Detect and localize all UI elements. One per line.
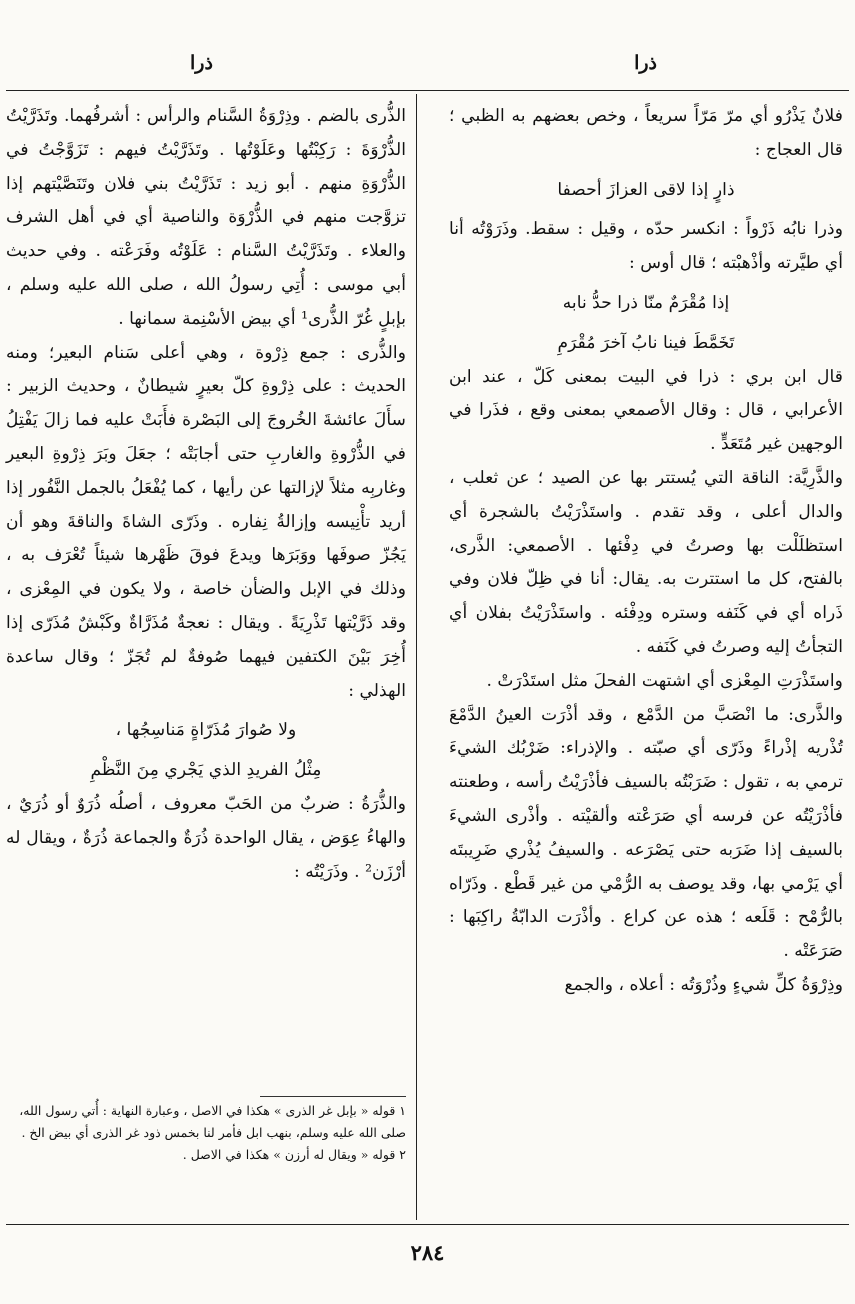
paragraph: فلانٌ يَذْرُو أي مرّ مَرّاً سريعاً ، وخص بعضهم به الظبي ؛ قال العجاج :	[449, 106, 843, 160]
bottom-rule	[6, 1224, 849, 1225]
paragraph: وذِرْوَةُ كلِّ شيءٍ وذُرْوَتُه : أعلاه ، والجمع	[564, 974, 843, 995]
right-running-header: ذرا	[634, 52, 657, 74]
paragraph: والذُّرى : جمع ذِرْوة ، وهي أعلى سَنام البعير؛ ومنه الحديث : على ذِرْوةِ كلّ بعيرٍ شيطانٌ ، وحديث الزبير : سأَلَ عائشةَ الخُروجَ إلى البَصْرة فأَبَتْ عليه فما زالَ يَفْتِلُ في الذُّرْوةِ والغاربِ حتى أجابَتْه ؛ جعَلَ وبَرَ ذِرْوةِ البعير وغاربِه مثلاً لإزالتها عن رأيها ، كما يُفْعَلُ بالجمل النَّفُور إذا أريد تأْنِيسه وإزالةُ نِفاره . وذَرّى الشاةَ والناقةَ وهو أن يَجُزّ صوفَها ووَبَرَها ويدعَ فوقَ ظَهْرها شيئاً تُعْرَف به ، وذلك في الإبل والضأن خاصة ، ولا يكون في المِعْزى ، وقد ذَرَّيْتها تَذْرِيَةً . ويقال : نعجةٌ مُذَرَّاةٌ وكَبْشٌ مُذَرّى إذا أُخِرَ بَيْنَ الكتفين فيهما صُوفةٌ لم تُجَزّ ؛ وقال ساعدة الهذلي :	[6, 342, 406, 701]
column-divider	[416, 94, 417, 1220]
verse-line: ولا صُوارَ مُذَرّاةٍ مَناسِجُها ،	[115, 720, 297, 741]
footnote: ١ قوله « بإبل غر الذرى » هكذا في الاصل ، وعبارة النهاية : أُتي رسول الله، صلى الله عليه وسلم، بنهب ابل فأمر لنا بخمس ذود غر الذرى أي بيض الخ .	[19, 1103, 406, 1140]
top-rule	[6, 90, 849, 91]
footnote: ٢ قوله « ويقال له أرزن » هكذا في الاصل .	[182, 1147, 406, 1162]
paragraph: والذَّرِيَّة: الناقة التي يُستتر بها عن الصيد ؛ عن ثعلب ، والدال أعلى ، وقد تقدم . واستَذْرَيْتُ بالشجرة أي استظلَلْت بها وصرتُ في دِفْئها . الأصمعي: الذَّرى، بالفتح، كل ما استترت به. يقال: أنا في ظِلّ فلان وفي ذَراه أي في كَنَفه وستره ودِفْئه . واستَذْرَيْتُ بفلان أي التجأتُ إليه وصرتُ في كَنَفه .	[449, 467, 843, 657]
paragraph: والذَّرى: ما انْصَبَّ من الدَّمْع ، وقد أذْرَت العينُ الدَّمْعَ تُذْريه إذْراءً وذَرّى أي صبّته . والإذراء: ضَرْبُك الشيءَ ترمي به ، تقول : ضَرَبْتُه بالسيف فأذْرَيْتُ رأسه ، وطعنته فأذْرَيْتُه عن فرسه أي صَرَعْته وألقيْته . وأذْرى الشيءَ بالسيف إذا ضَرَبه حتى يَصْرَعه . والسيفُ يُذْري ضَرِيبتَه أي يَرْمي بها، وقد يوصف به الرُّمْي من غير قَطْع . وذَرّاه بالرُّمْح : قَلَعه ؛ هذه عن كراع . وأذْرَت الدابّةُ راكِبَها : صَرَعَتْه .	[449, 704, 843, 962]
page-number: ٢٨٤	[410, 1240, 445, 1265]
verse-line: مِثْلُ الفريدِ الذي يَجْري مِنَ النَّظْمِ	[90, 760, 322, 781]
footnotes	[6, 1100, 406, 1166]
paragraph: والذُّرَةُ : ضربٌ من الحَبّ معروف ، أصلُه ذُرَوٌ أو ذُرَيٌ ، والهاءُ عِوَض ، يقال الواحدة ذُرَةٌ والجماعة ذُرَةٌ ، ويقال له أرْزَن² . وذَرَيْتُه :	[6, 793, 406, 882]
left-running-header: ذرا	[190, 52, 213, 74]
paragraph: وذرا نابُه ذَرْواً : انكسر حدّه ، وقيل : سقط. وذَرَوْتُه أنا أي طيَّرته وأذْهبْته ؛ قال أوس :	[449, 219, 843, 274]
paragraph: قال ابن بري : ذرا في البيت بمعنى كَلّ ، عند ابن الأعرابي ، قال : وقال الأصمعي بمعنى وقع ، فذَرا في الوجهين غير مُتَعَدٍّ .	[449, 366, 843, 455]
left-column	[6, 100, 406, 889]
paragraph: الذُّرى بالضم . وذِرْوَةُ السَّنام والرأس : أشرفُهما. وتَذَرَّيْتُ الذُّرْوَةَ : رَكِبْتُها وعَلَوْتُها . وتَذَرَّيْتُ فيهم : تَزَوَّجْتُ في الذُّرْوَةِ منهم . أبو زيد : تَذَرَّيْتُ بني فلان وتَنَصَّيْتهم إذا تزوَّجت منهم في الذُّرْوَة والناصية أي في أهل الشرف والعلاء . وتَذَرَّيْتُ السَّنام : عَلَوْتُه وفَرَعْته . وفي حديث أبي موسى : أُتِي رسولُ الله ، صلى الله عليه وسلم ، بإبلٍ غُرّ الذُّرى¹ أي بيض الأسْنِمة سمانها .	[6, 106, 406, 329]
verse-line: إذا مُقْرَمٌ منّا ذرا حدُّ نابه	[562, 292, 730, 313]
verse-line: تَخَمَّطَ فينا نابُ آخرَ مُقْرَمِ	[557, 332, 735, 353]
paragraph: واستَذْرَتِ المِعْزى أي اشتهت الفحلَ مثل استَدْرَتْ .	[486, 670, 843, 691]
verse-line: ذارٍ إذا لاقى العزازَ أحصفا	[557, 179, 735, 200]
right-column	[449, 100, 843, 1003]
footnote-rule	[260, 1096, 406, 1097]
